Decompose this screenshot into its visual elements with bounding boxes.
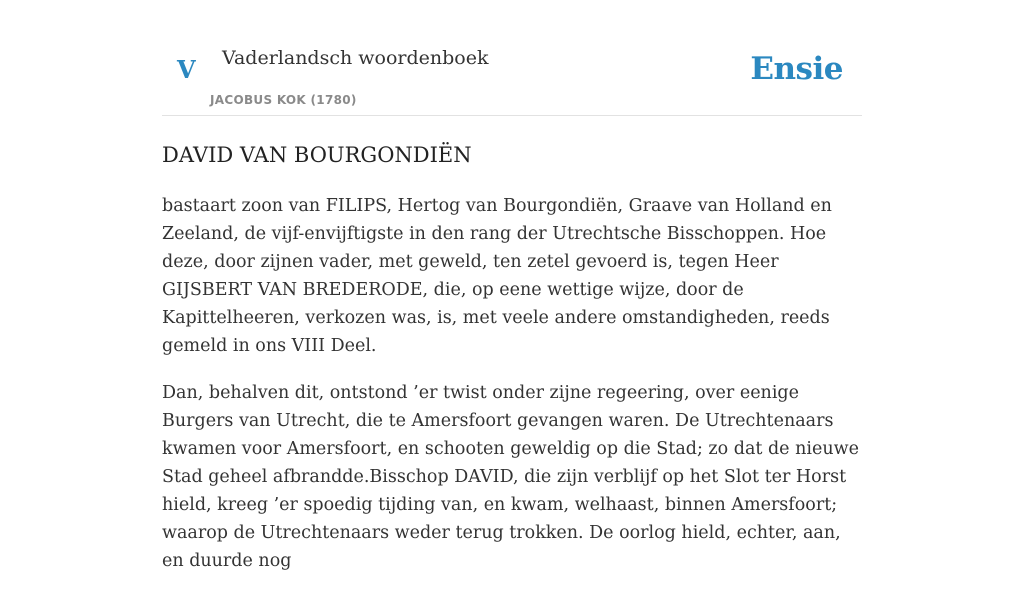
entry-title: DAVID VAN BOURGONDIËN [162,143,472,167]
index-letter-link[interactable]: V [177,55,196,84]
book-author: JACOBUS KOK (1780) [210,93,357,107]
brand-logo[interactable]: Ensie [750,51,843,87]
entry-paragraph: bastaart zoon van FILIPS, Hertog van Bourgondiën, Graave van Holland en Zeeland, de vijf-envijftigste in den rang der Utrechtsche Bisschoppen. Hoe deze, door zijnen vader, met geweld, ten zetel gevoerd is, tegen Heer GIJSBERT VAN BREDERODE, die, op eene wettige wijze, door de Kapittelheeren, verkozen was, is, met veele andere omstandigheden, reeds gemeld in ons VIII Deel. [162,196,832,356]
page-header [162,0,862,116]
entry-body [162,192,862,594]
page-container [162,0,862,571]
book-title-link[interactable]: Vaderlandsch woordenboek [222,47,489,69]
entry-paragraph: Dan, behalven dit, ontstond ’er twist onder zijne regeering, over eenige Burgers van Utrecht, die te Amersfoort gevangen waren. De Utrechtenaars kwamen voor Amersfoort, en schooten geweldig op die Stad; zo dat de nieuwe Stad geheel afbrandde.Bisschop DAVID, die zijn verblijf op het Slot ter Horst hield, kreeg ’er spoedig tijding van, en kwam, welhaast, binnen Amersfoort; waarop de Utrechtenaars weder terug trokken. De oorlog hield, echter, aan, en duurde nog [162,383,859,571]
